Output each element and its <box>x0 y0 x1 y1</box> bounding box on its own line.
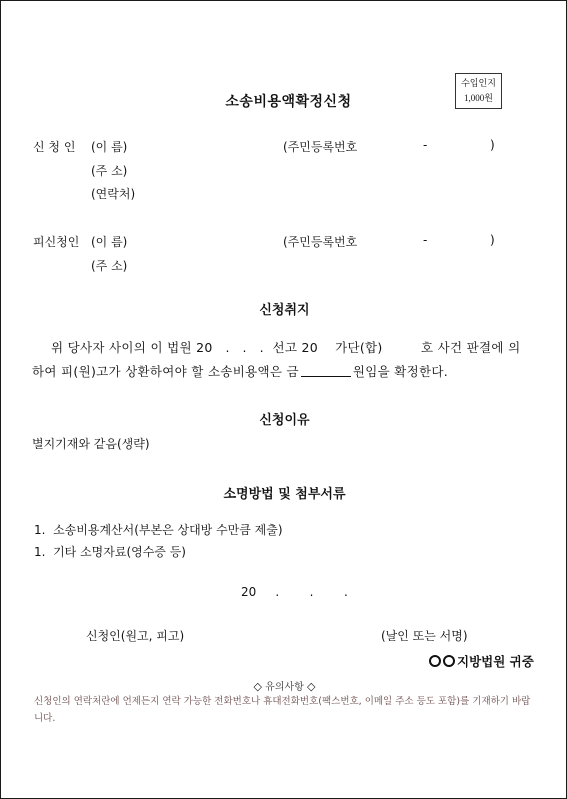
respondent-rrn-dash: - <box>423 233 428 247</box>
diamond-icon: ◇ <box>307 680 316 693</box>
applicant-rrn-close: ) <box>490 138 495 152</box>
diamond-icon: ◇ <box>253 680 262 693</box>
stamp-amount: 1,000원 <box>464 93 493 103</box>
court-name: 지방법원 귀중 <box>457 654 534 669</box>
application-date: 20 . . . <box>241 585 348 599</box>
stamp-label: 수입인지 <box>461 78 496 88</box>
evidence-item: 1. 소송비용계산서(부본은 상대방 수만큼 제출) <box>34 523 283 537</box>
respondent-address-label: (주 소) <box>91 259 128 273</box>
notice-heading-row <box>1 678 567 693</box>
seal-label: (날인 또는 서명) <box>381 629 468 643</box>
signer-label: 신청인(원고, 피고) <box>86 629 185 643</box>
purpose-line-2 <box>32 362 448 380</box>
respondent-name-label: (이 름) <box>91 235 128 249</box>
notice-text: 신청인의 연락처란에 언제든지 연락 가능한 전화번호나 휴대전화번호(팩스번호, 이메일 주소 등도 포함)를 기재하기 바랍니다. <box>34 696 531 724</box>
respondent-rrn-close: ) <box>490 233 495 247</box>
applicant-rrn-label: (주민등록번호 <box>283 140 358 154</box>
document-title: 소송비용액확정신청 <box>225 94 352 110</box>
applicant-address-label: (주 소) <box>91 164 128 178</box>
amount-blank <box>301 364 351 377</box>
court-addressee <box>429 652 534 670</box>
reason-text: 별지기재와 같음(생략) <box>32 437 150 451</box>
applicant-name-label: (이 름) <box>91 140 128 154</box>
purpose-heading: 신청취지 <box>259 303 310 318</box>
evidence-heading: 소명방법 및 첨부서류 <box>223 487 346 502</box>
purpose-line-2-end: 원임을 확정한다. <box>352 364 449 379</box>
applicant-role: 신 청 인 <box>33 140 76 154</box>
evidence-item: 1. 기타 소명자료(영수증 등) <box>34 545 186 559</box>
applicant-rrn-dash: - <box>423 138 428 152</box>
respondent-rrn-label: (주민등록번호 <box>283 235 358 249</box>
notice-heading: 유의사항 <box>265 682 304 693</box>
circle-placeholder-icon <box>429 655 441 667</box>
applicant-contact-label: (연락처) <box>91 187 136 201</box>
circle-placeholder-icon <box>443 655 455 667</box>
purpose-line-2-start: 하여 피(원)고가 상환하여야 할 소송비용액은 금 <box>32 364 299 379</box>
purpose-line-1: 위 당사자 사이의 이 법원 20 . . . 선고 20 가단(합) 호 사건 판결에 의 <box>51 340 521 355</box>
respondent-role: 피신청인 <box>33 235 80 249</box>
reason-heading: 신청이유 <box>259 413 310 428</box>
